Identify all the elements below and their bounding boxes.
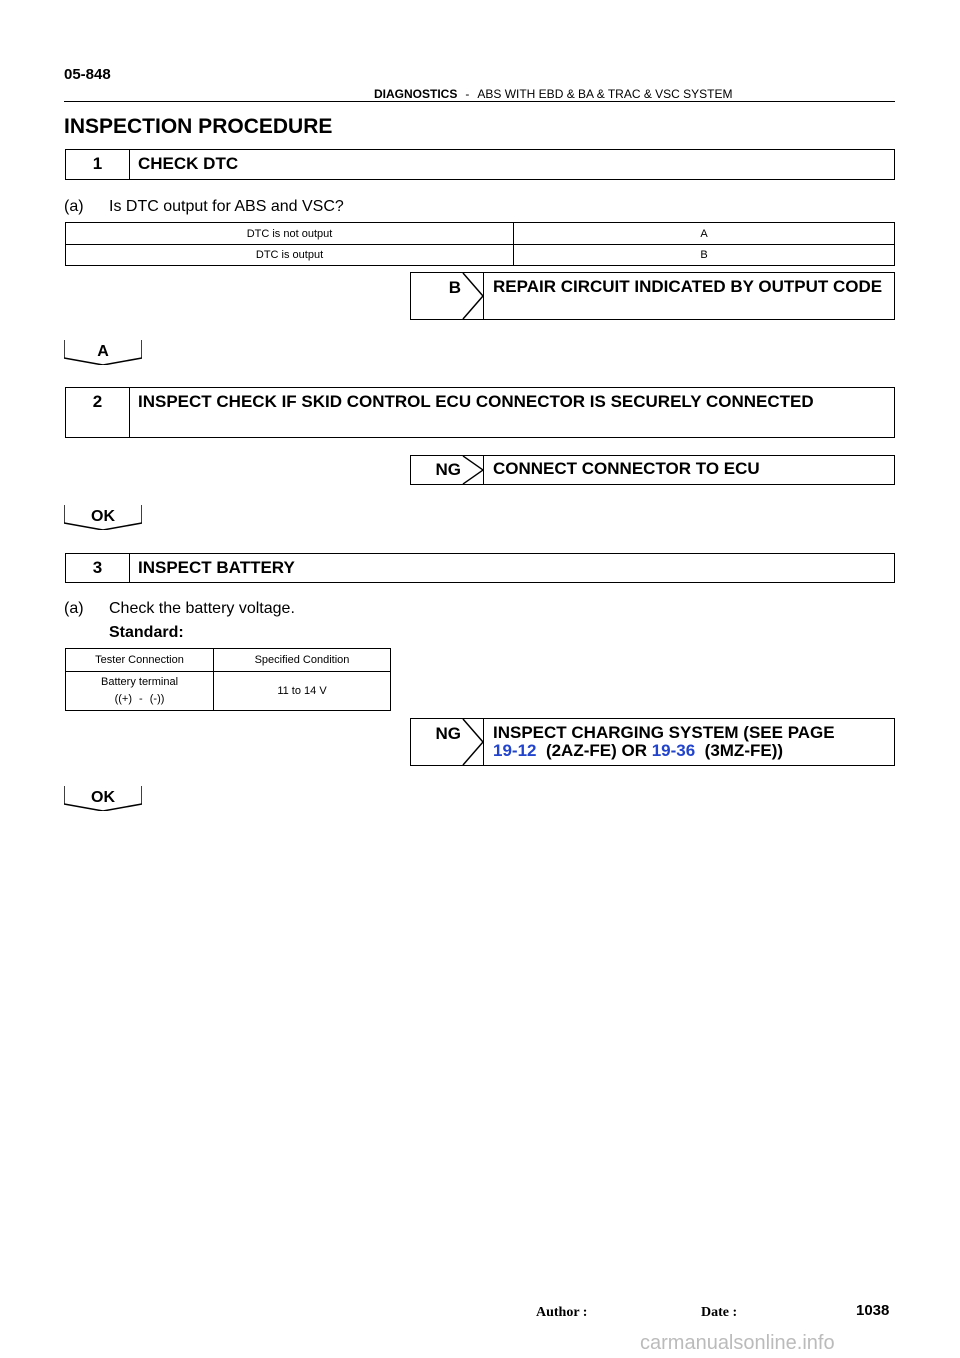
table-header: Specified Condition — [214, 649, 391, 672]
step-1-question: Is DTC output for ABS and VSC? — [109, 198, 344, 215]
page-title: INSPECTION PROCEDURE — [64, 115, 333, 138]
result-code: NG — [435, 460, 461, 479]
next-tag-label: OK — [91, 789, 115, 806]
footer-date: Date : — [701, 1305, 738, 1320]
result-divider — [483, 455, 484, 485]
next-tag-ok — [64, 786, 142, 811]
step-1-table — [65, 222, 895, 266]
table-cell: A — [514, 223, 895, 245]
next-tag-label: OK — [91, 508, 115, 525]
table-cell: DTC is output — [66, 245, 514, 266]
result-code: NG — [435, 724, 461, 743]
step-3-question: Check the battery voltage. — [109, 600, 295, 617]
table-row — [66, 223, 895, 245]
page-link-19-12[interactable]: 19-12 — [493, 741, 537, 760]
header-breadcrumb — [374, 87, 733, 101]
table-row — [66, 245, 895, 266]
step-3-box — [65, 553, 895, 583]
header-dash: - — [465, 87, 470, 101]
header-subsection: ABS WITH EBD & BA & TRAC & VSC SYSTEM — [477, 87, 733, 101]
standard-label: Standard: — [109, 624, 184, 641]
footer-author: Author : — [536, 1305, 588, 1320]
result-text: REPAIR CIRCUIT INDICATED BY OUTPUT CODE — [493, 277, 883, 296]
table-row — [66, 672, 391, 711]
table-cell: 11 to 14 V — [214, 672, 391, 711]
table-cell: B — [514, 245, 895, 266]
result-text-line-1: INSPECT CHARGING SYSTEM (SEE PAGE — [493, 723, 835, 742]
step-1-number: 1 — [66, 150, 130, 179]
step-2-box — [65, 387, 895, 438]
result-text-part-c: (3MZ-FE)) — [704, 741, 784, 760]
footer-page-number: 1038 — [856, 1302, 890, 1319]
result-text-line-2 — [493, 742, 886, 760]
step-3-question-label: (a) — [64, 600, 84, 617]
step-3-title: INSPECT BATTERY — [138, 558, 295, 577]
step-3-number: 3 — [66, 554, 130, 582]
step-1-title: CHECK DTC — [138, 154, 239, 173]
result-text: CONNECT CONNECTOR TO ECU — [493, 459, 760, 478]
step-2-title: INSPECT CHECK IF SKID CONTROL ECU CONNECTOR IS SECURELY CONNECTED — [138, 392, 814, 411]
step-2-number: 2 — [66, 388, 130, 437]
connection-line-2: ((+) - (-)) — [114, 693, 165, 705]
step-3-table — [65, 648, 391, 711]
header-rule — [64, 101, 895, 102]
watermark: carmanualsonline.info — [640, 1332, 835, 1354]
table-header: Tester Connection — [66, 649, 214, 672]
result-code: B — [448, 278, 461, 297]
connection-line-1: Battery terminal — [100, 676, 179, 688]
step-1-question-label: (a) — [64, 198, 84, 215]
page-code: 05-848 — [64, 66, 111, 83]
result-divider — [483, 272, 484, 320]
result-divider — [483, 718, 484, 766]
next-tag-ok — [64, 505, 142, 530]
next-tag-a — [64, 340, 142, 365]
result-text — [493, 724, 886, 760]
table-cell — [66, 672, 214, 711]
header-section: DIAGNOSTICS — [374, 87, 458, 101]
table-cell: DTC is not output — [66, 223, 514, 245]
step-1-box — [65, 149, 895, 180]
table-row — [66, 649, 391, 672]
next-tag-label: A — [97, 343, 109, 360]
result-text-part-b: (2AZ-FE) OR — [545, 741, 647, 760]
page-link-19-36[interactable]: 19-36 — [651, 741, 696, 760]
